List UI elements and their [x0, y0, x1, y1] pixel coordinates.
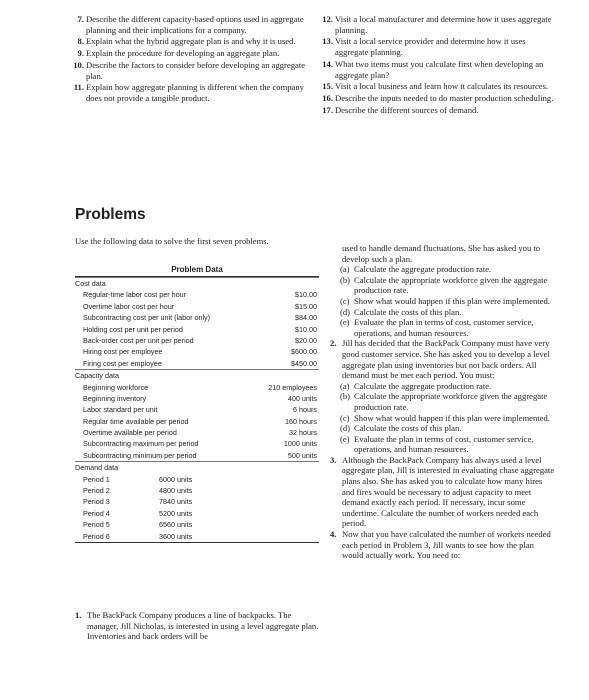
table-row: Period 4 5200 units	[83, 508, 193, 518]
cost-data-section	[75, 277, 319, 369]
question-item: 14. What two items must you calculate first when developing an aggregate plan?	[322, 58, 544, 80]
table-row: Regular time available per period 160 hours	[83, 416, 317, 426]
table-row: Beginning workforce 210 employees	[83, 382, 317, 392]
table-row: Back-order cost per unit per period $20.00	[83, 335, 317, 345]
review-questions-left	[66, 14, 310, 105]
problem-2-part: (b) Calculate the appropriate workforce given the aggregate production rate.	[340, 391, 548, 412]
problems-right-column	[330, 243, 556, 561]
table-row: Period 2 4800 units	[83, 486, 193, 496]
table-row: Overtime available per period 32 hours	[83, 428, 317, 438]
problem-1-start	[75, 610, 319, 642]
table-row: Period 5 6560 units	[83, 520, 193, 530]
question-item: 15. Visit a local business and learn how it calculates its resources.	[322, 81, 549, 92]
table-row: Subcontracting cost per unit (labor only) $84.00	[83, 313, 317, 323]
question-item: 12. Visit a local manufacturer and determine how it uses aggregate planning.	[322, 14, 552, 35]
problem-4-text: 4. Now that you have calculated the number of workers needed each period in Problem 3, Jill wants to see how the plan would actually work. You need to:	[330, 529, 551, 561]
review-questions-right	[315, 14, 559, 116]
question-item: 8. Explain what the hybrid aggregate plan is and why it is used.	[77, 36, 296, 47]
table-title: Problem Data	[75, 265, 319, 277]
problems-intro: Use the following data to solve the first seven problems.	[75, 236, 269, 246]
table-row: Hiring cost per employee $600.00	[83, 347, 317, 357]
demand-data-section	[75, 461, 319, 542]
section-heading: Problems	[75, 206, 146, 223]
table-row: Subcontracting minimum per period 500 units	[83, 450, 317, 460]
problem-2-part: (a) Calculate the aggregate production rate.	[340, 380, 492, 391]
question-item: 9. Explain the procedure for developing an aggregate plan.	[77, 48, 280, 59]
problem-1-part: (c) Show what would happen if this plan were implemented.	[340, 295, 550, 306]
question-item: 10. Describe the factors to consider before developing an aggregate plan.	[73, 59, 306, 81]
problem-2-part: (d) Calculate the costs of this plan.	[340, 423, 462, 434]
question-item: 11. Explain how aggregate planning is different when the company does not provide a tangible product.	[73, 82, 304, 103]
table-row: Holding cost per unit per period $10.00	[83, 324, 317, 334]
section-label: Capacity data	[75, 371, 119, 381]
table-row: Overtime labor cost per hour $15.00	[83, 301, 317, 311]
problem-3-text: 3. Although the BackPack Company has always used a level aggregate plan, Jill is interested in evaluating chase aggregate plans also. She has asked you to calculate how many hires and fires would be necessary to adjust capacity to meet demand exactly each period. If necessary, incur some undertime. Calculate the number of workers needed each period.	[330, 454, 555, 529]
question-item: 13. Visit a local service provider and determine how it uses aggregate planning.	[322, 36, 526, 58]
problem-1-part: (b) Calculate the appropriate workforce given the aggregate production rate.	[340, 274, 548, 296]
section-label: Demand data	[75, 463, 119, 473]
table-row: Period 1 6000 units	[83, 474, 193, 484]
question-item: 7. Describe the different capacity-based options used in aggregate planning and their implications for a company.	[77, 14, 304, 35]
table-row: Period 6 3600 units	[83, 531, 193, 541]
problem-1-part: (d) Calculate the costs of this plan.	[340, 306, 462, 317]
capacity-data-section	[75, 369, 319, 461]
problem-2-part: (c) Show what would happen if this plan were implemented.	[340, 412, 550, 423]
section-label: Cost data	[75, 279, 106, 288]
table-row: Regular-time labor cost per hour $10.00	[83, 290, 317, 300]
table-row: Firing cost per employee $450.00	[83, 358, 317, 368]
table-row: Beginning inventory 400 units	[83, 393, 317, 403]
table-row: Period 3 7840 units	[83, 497, 193, 507]
table-bottom-rule	[75, 542, 319, 543]
question-item: 16. Describe the inputs needed to do master production scheduling.	[322, 92, 554, 103]
table-row: Labor standard per unit 6 hours	[83, 405, 317, 415]
problem-2-part: (e) Evaluate the plan in terms of cost, customer service, operations, and human resources.	[340, 433, 534, 455]
problem-1-continued: used to handle demand fluctuations. She has asked you to develop such a plan.	[342, 243, 541, 264]
problem-data-table	[75, 265, 319, 543]
problem-1-part: (a) Calculate the aggregate production rate.	[340, 264, 492, 275]
problem-2-text: 2. Jill has decided that the BackPack Company must have very good customer service. She has asked you to develop a level aggregate plan using inventories but not back orders. All demand must be met each period. You must:	[330, 338, 550, 381]
table-row: Subcontracting maximum per period 1000 units	[83, 439, 317, 449]
problem-1-part: (e) Evaluate the plan in terms of cost, customer service, operations, and human resources.	[340, 317, 534, 338]
question-item: 17. Describe the different sources of demand.	[322, 104, 479, 115]
problem-1-text: 1. The BackPack Company produces a line of backpacks. The manager, Jill Nicholas, is interested in using a level aggregate plan. Inventories and back orders will be	[75, 610, 319, 642]
